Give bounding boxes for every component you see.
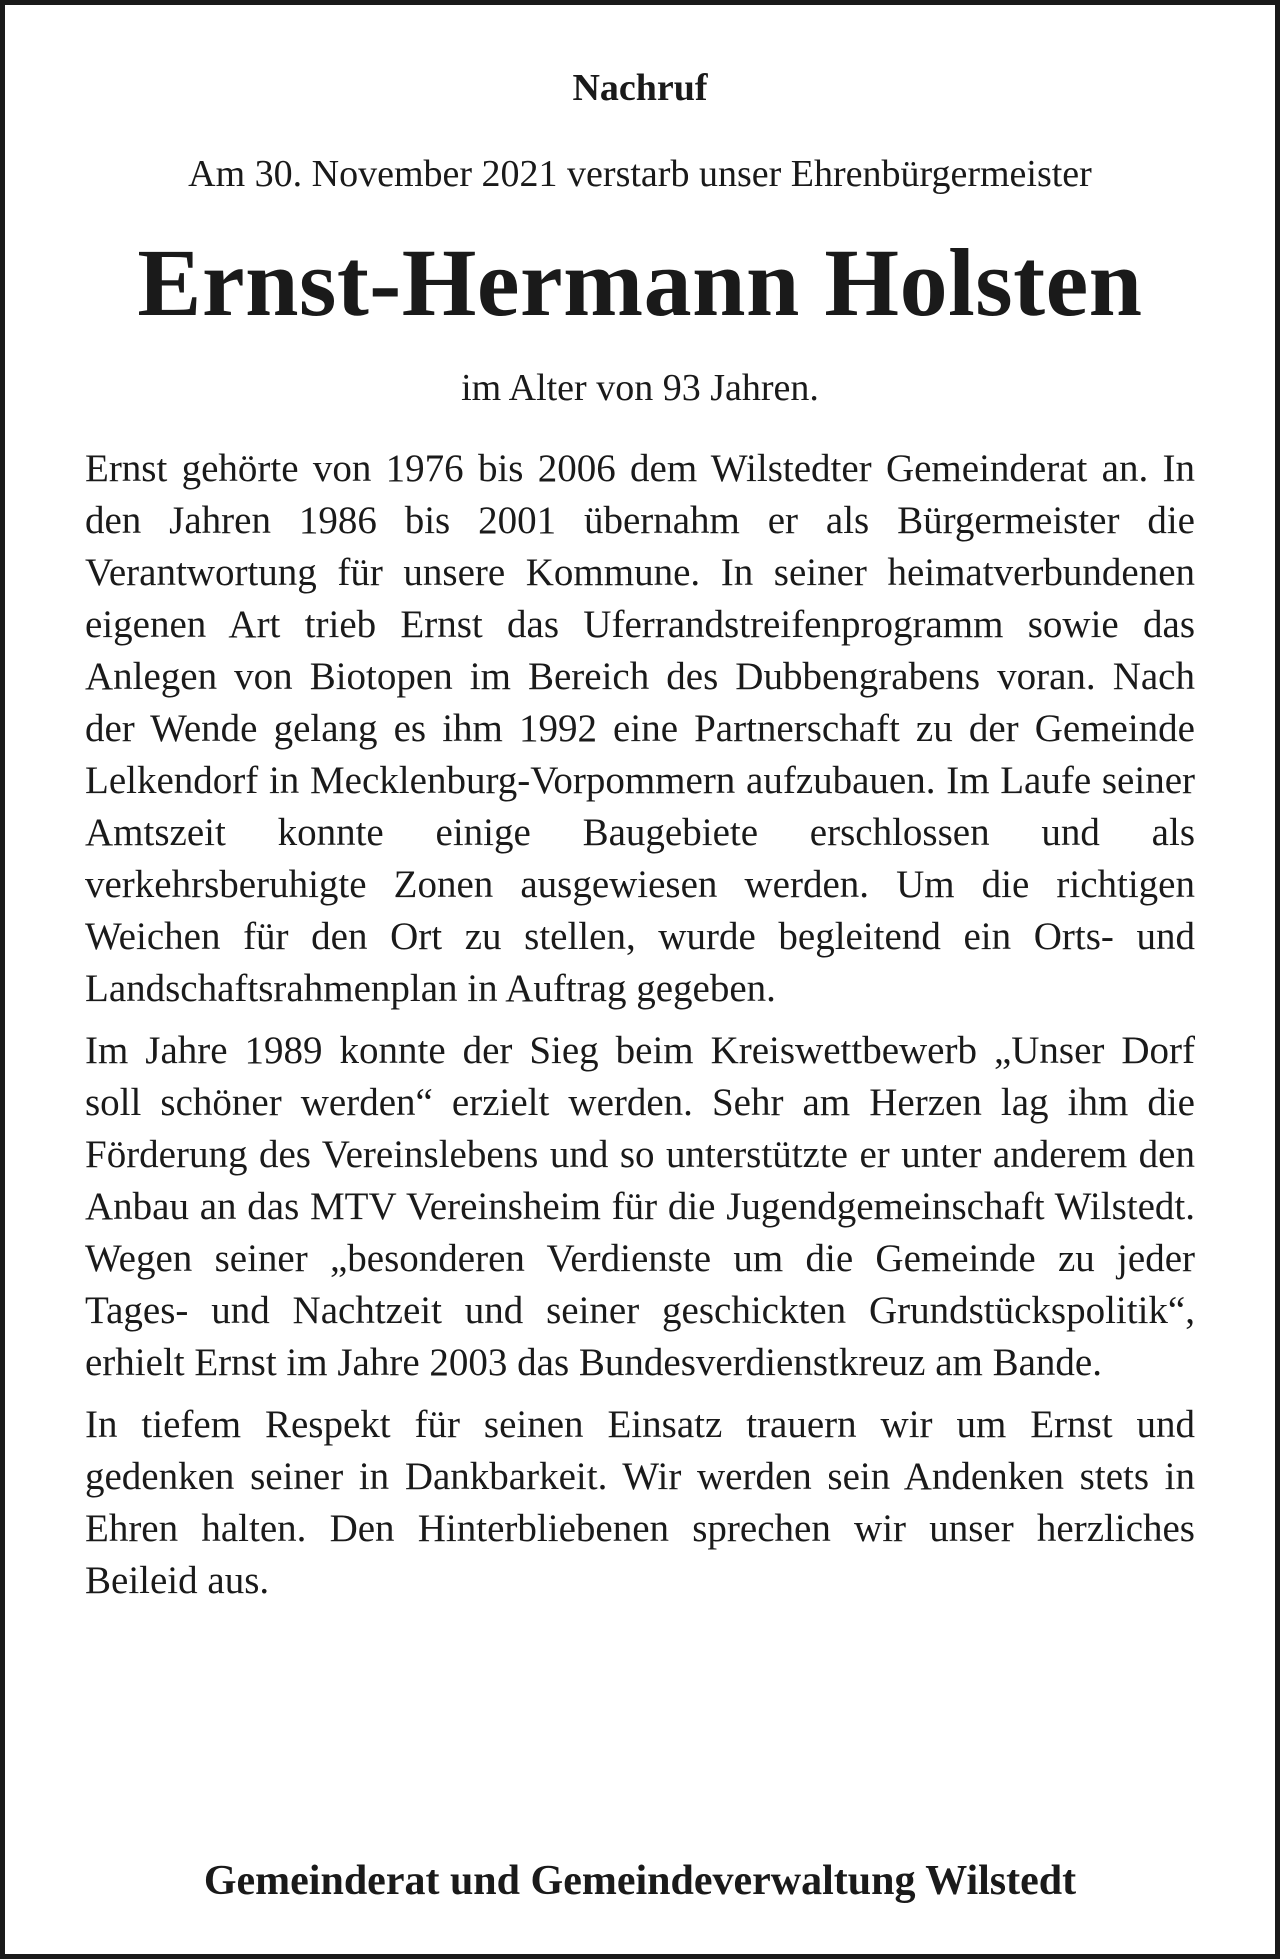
body-paragraph-1: Ernst gehörte von 1976 bis 2006 dem Wilstedter Gemeinderat an. In den Jahren 1986 bis 2001 übernahm er als Bürgermeister die Verantwortung für unsere Kommune. In seiner heimatverbundenen eigenen Art trieb Ernst das Uferrandstreifenprogramm sowie das Anlegen von Biotopen im Bereich des Dubbengrabens voran. Nach der Wende gelang es ihm 1992 eine Partnerschaft zu der Gemeinde Lelkendorf in Mecklenburg-Vorpommern aufzubauen. Im Laufe seiner Amtszeit konnte einige Baugebiete erschlossen und als verkehrsberuhigte Zonen ausgewiesen werden. Um die richtigen Weichen für den Ort zu stellen, wurde begleitend ein Orts- und Landschaftsrahmenplan in Auftrag gegeben. bbox=[85, 447, 1195, 1010]
deceased-name: Ernst-Hermann Holsten bbox=[137, 229, 1143, 336]
notice-heading: Nachruf bbox=[572, 67, 708, 109]
intro-line: Am 30. November 2021 verstarb unser Ehrenbürgermeister bbox=[188, 153, 1092, 195]
body-paragraph-3: In tiefem Respekt für seinen Einsatz trauern wir um Ernst und gedenken seiner in Dankbarkeit. Wir werden sein Andenken stets in Ehren halten. Den Hinterbliebenen sprechen wir unser herzliches Beileid aus. bbox=[85, 1403, 1195, 1602]
age-line: im Alter von 93 Jahren. bbox=[461, 367, 819, 409]
notice-body bbox=[85, 443, 1195, 1607]
body-paragraph-2: Im Jahre 1989 konnte der Sieg beim Kreiswettbewerb „Unser Dorf soll schöner werden“ erzielt werden. Sehr am Herzen lag ihm die Förderung des Vereinslebens und so unterstützte er unter anderem den Anbau an das MTV Vereinsheim für die Jugendgemeinschaft Wilstedt. Wegen seiner „besonderen Verdienste um die Gemeinde zu jeder Tages- und Nachtzeit und seiner geschickten Grundstückspolitik“, erhielt Ernst im Jahre 2003 das Bundesverdienstkreuz am Bande. bbox=[85, 1029, 1195, 1384]
signature: Gemeinderat und Gemeindeverwaltung Wilstedt bbox=[203, 1858, 1077, 1904]
